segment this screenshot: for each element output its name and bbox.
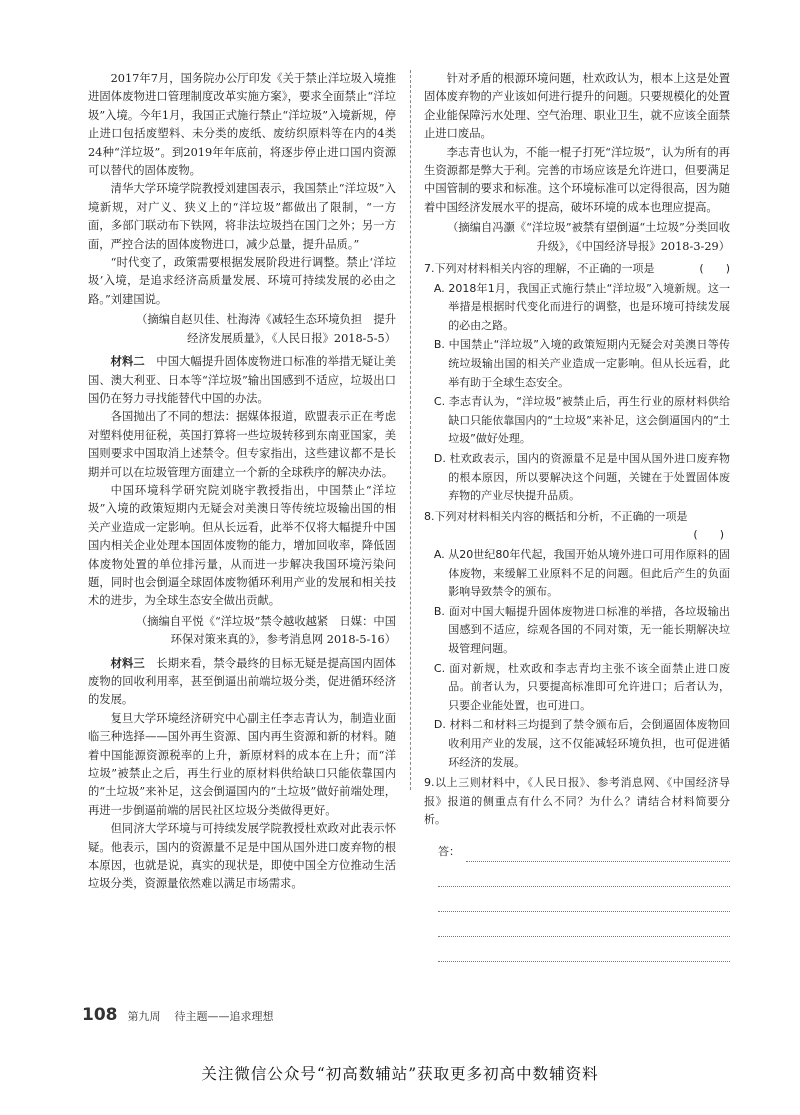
answer-area[interactable] — [424, 840, 730, 962]
paragraph: 中国环境科学研究院刘晓宇教授指出，中国禁止“洋垃圾”入境的政策短期内无疑会对美澳日等传统垃圾输出国的相关产业造成一定影响。但从长远看，此举不仅将大幅提升中国国内相关企业处理本国固体废物的能力，增加回收率，降低固体废物处置的单位排污量，从而进一步解决我国环境污染问题，同时也会倒逼全球固体废物循环利用产业的发展和相关技术的进步，为全球生态安全做出贡献。 — [88, 483, 396, 608]
page-footer — [82, 1005, 274, 1025]
bottom-note: 关注微信公众号“初高数辅站”获取更多初高中数辅资料 — [201, 1065, 599, 1083]
option-b[interactable]: B. 面对中国大幅提升固体废物进口标准的举措，各垃圾输出国感到不适应，综观各国的不同对策，无一能长期解决垃圾管理问题。 — [433, 604, 730, 655]
answer-line[interactable] — [438, 912, 730, 937]
paragraph: 但同济大学环境与可持续发展学院教授杜欢政对此表示怀疑。他表示，国内的资源量不足是中国从国外进口废弃物的根本原因，也就是说，真实的现状是，即使中国全方位推动生活垃圾分类，资源量依然难以满足市场需求。 — [88, 822, 396, 891]
material-title: 材料二 — [110, 354, 145, 369]
material-three-intro — [88, 654, 396, 710]
paragraph: 针对矛盾的根源环境问题，杜欢政认为，根本上这是处置固体废弃物的产业该如何进行提升的问题。只要规模化的处置企业能保障污水处理、空气治理、职业卫生，就不应该全面禁止进口废品。 — [424, 72, 730, 141]
question-8 — [424, 508, 730, 772]
question-stem: 9.以上三则材料中，《人民日报》、参考消息网、《中国经济导报》报道的侧重点有什么不同？为什么？请结合材料简要分析。 — [424, 776, 730, 827]
option-a[interactable]: A. 2018年1月，我国正式施行禁止“洋垃圾”入境新规。这一举措是根据时代变化而进行的调整，也是环境可持续发展的必由之路。 — [433, 281, 730, 332]
material-title: 材料三 — [110, 655, 145, 670]
page-number: 108 — [82, 1005, 118, 1025]
paragraph-text: 长期来看，禁令最终的目标无疑是提高国内固体废物的回收利用率，甚至倒逼出前端垃圾分类，促进循环经济的发展。 — [88, 656, 396, 707]
question-7 — [424, 260, 730, 506]
source-line: （摘编自赵贝佳、杜海涛《减轻生态环境负担 提升 — [136, 313, 396, 327]
source-citation — [88, 311, 396, 348]
question-text: 7.下列对材料相关内容的理解，不正确的一项是 — [424, 262, 655, 276]
answer-line[interactable] — [424, 840, 730, 862]
material-two-intro — [88, 352, 396, 408]
answer-line[interactable] — [438, 887, 730, 912]
paragraph: 李志青也认为，不能一棍子打死“洋垃圾”，认为所有的再生资源都是弊大于利。完善的市场应该是允许进口，但要满足中国管制的要求和标准。这个环境标准可以定得很高，因为随着中国经济发展水平的提高，破坏环境的成本也理应提高。 — [424, 145, 730, 214]
answer-blank[interactable]: ( ) — [693, 528, 724, 542]
paragraph: 清华大学环境学院教授刘建国表示，我国禁止“洋垃圾”入境新规，对广义、狭义上的“洋垃圾”都做出了限制，“一方面，多部门联动布下铁网，将非法垃圾挡在国门之外；另一方面，严控合法的固体废物进口，减少总量，提升品质。” — [88, 182, 396, 251]
source-citation — [424, 219, 730, 256]
question-stem: 8.下列对材料相关内容的概括和分析，不正确的一项是 — [424, 509, 688, 523]
dotted-line — [466, 847, 730, 862]
paragraph-text: 中国大幅提升固体废物进口标准的举措无疑让美国、澳大利亚、日本等“洋垃圾”输出国感到不适应，垃圾出口国仍在努力寻找能替代中国的办法。 — [88, 355, 396, 405]
paragraph: “时代变了，政策需要根据发展阶段进行调整。禁止‘洋垃圾’入境，是追求经济高质量发展、环境可持续发展的必由之路。”刘建国说。 — [88, 256, 396, 306]
source-citation — [88, 613, 396, 650]
source-line: 经济发展质量》，《人民日报》2018-5-5） — [187, 331, 396, 345]
question-stem — [424, 260, 730, 279]
paragraph: 各国抛出了不同的想法：据媒体报道，欧盟表示正在考虑对塑料使用征税，英国打算将一些垃圾转移到东南亚国家，美国则要求中国取消上述禁令。但专家指出，这些建议都不是长期并可以在垃圾管理方面建立一个新的全球秩序的解决办法。 — [88, 410, 396, 479]
answer-label: 答： — [438, 845, 460, 859]
left-column — [88, 70, 396, 894]
footer-theme: 待主题——追求理想 — [174, 1010, 274, 1023]
source-line: （摘编自平悦《“洋垃圾”禁令越收越紧 日媒：中国 — [135, 614, 396, 628]
source-line: 升级》，《中国经济导报》2018-3-29） — [536, 239, 730, 253]
option-a[interactable]: A. 从20世纪80年代起，我国开始从境外进口可用作原料的固体废物，来缓解工业原料不足的问题。但此后产生的负面影响导致禁令的颁布。 — [433, 547, 730, 599]
option-b[interactable]: B. 中国禁止“洋垃圾”入境的政策短期内无疑会对美澳日等传统垃圾输出国的相关产业造成一定影响。但从长远看，此举有助于全球生态安全。 — [433, 338, 730, 389]
footer-week: 第九周 — [127, 1010, 161, 1023]
paragraph: 2017年7月，国务院办公厅印发《关于禁止洋垃圾入境推进固体废物进口管理制度改革实施方案》，要求全面禁止“洋垃圾”入境。今年1月，我国正式施行禁止“洋垃圾”入境新规，停止进口包括废塑料、未分类的废纸、废纺织原料等在内的4类24种“洋垃圾”。到2019年年底前，将逐步停止进口国内资源可以替代的固体废物。 — [88, 72, 396, 178]
answer-blank[interactable]: ( ) — [699, 262, 730, 276]
option-c[interactable]: C. 李志青认为，“洋垃圾”被禁止后，再生行业的原材料供给缺口只能依靠国内的“土垃圾”来补足，这会倒逼国内的“土垃圾”做好处理。 — [433, 395, 730, 446]
column-divider — [410, 70, 411, 790]
option-d[interactable]: D. 材料二和材料三均提到了禁令颁布后，会倒逼固体废物回收利用产业的发展，这不仅能减轻环境负担，也可促进循环经济的发展。 — [433, 718, 730, 769]
right-column — [424, 70, 730, 962]
option-d[interactable]: D. 杜欢政表示，国内的资源量不足是中国从国外进口废弃物的根本原因，所以要解决这个问题，关键在于处置固体废弃物的产业尽快提升品质。 — [433, 452, 730, 503]
answer-line[interactable] — [438, 862, 730, 887]
answer-line[interactable] — [438, 937, 730, 962]
option-c[interactable]: C. 面对新规，杜欢政和李志青均主张不该全面禁止进口废品。前者认为，只要提高标准即可允许进口；后者认为，只要企业能处置，也可进口。 — [433, 661, 730, 712]
question-9 — [424, 774, 730, 962]
source-line: 环保对策来真的》，参考消息网 2018-5-16） — [170, 633, 396, 647]
paragraph: 复旦大学环境经济研究中心副主任李志青认为，制造业面临三种选择——国外再生资源、国内再生资源和新的材料。随着中国能源资源税率的上升，新原材料的成本在上升；而“洋垃圾”被禁止之后，再生行业的原材料供给缺口只能依靠国内的“土垃圾”来补足，这会倒逼国内的“土垃圾”做好前端处理，再进一步倒逼前端的居民社区垃圾分类做得更好。 — [88, 711, 396, 817]
source-line: （摘编自冯灏《“洋垃圾”被禁有望倒逼“土垃圾”分类回收 — [447, 221, 730, 235]
